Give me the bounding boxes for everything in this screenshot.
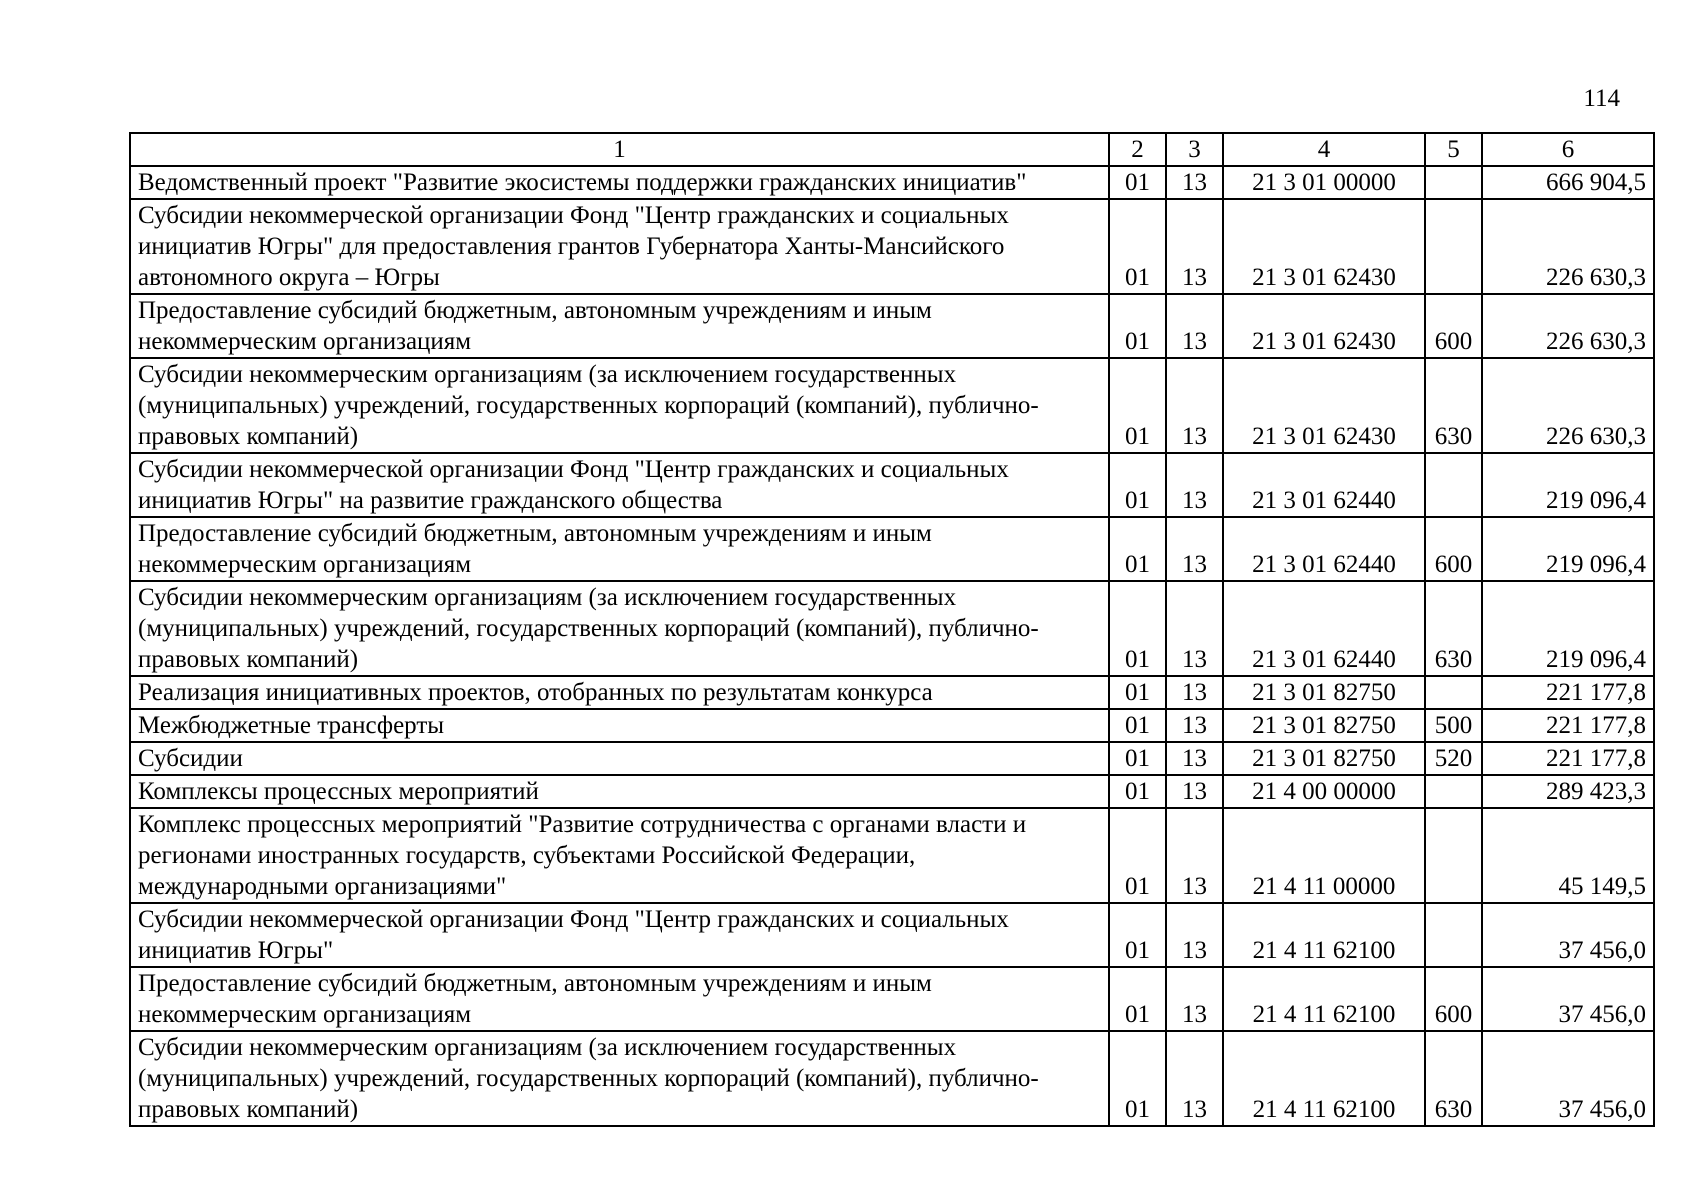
row-subsection: 13 — [1166, 294, 1223, 358]
table-row — [130, 166, 1654, 199]
row-expense-type: 600 — [1425, 294, 1482, 358]
row-target-code: 21 4 11 62100 — [1223, 1031, 1425, 1126]
row-subsection: 13 — [1166, 358, 1223, 453]
row-name: Комплексы процессных мероприятий — [130, 775, 1109, 808]
row-section: 01 — [1109, 517, 1166, 581]
row-expense-type: 600 — [1425, 517, 1482, 581]
row-target-code: 21 3 01 62430 — [1223, 294, 1425, 358]
table-row — [130, 676, 1654, 709]
row-amount: 666 904,5 — [1482, 166, 1654, 199]
row-name: Субсидии некоммерческой организации Фонд "Центр гражданских и социальных инициатив Югры" — [130, 903, 1109, 967]
table-row — [130, 1031, 1654, 1126]
row-amount: 221 177,8 — [1482, 676, 1654, 709]
table-row — [130, 199, 1654, 294]
row-subsection: 13 — [1166, 709, 1223, 742]
row-amount: 289 423,3 — [1482, 775, 1654, 808]
row-expense-type: 630 — [1425, 581, 1482, 676]
row-amount: 226 630,3 — [1482, 199, 1654, 294]
row-amount: 37 456,0 — [1482, 967, 1654, 1031]
row-expense-type: 630 — [1425, 358, 1482, 453]
table-row — [130, 517, 1654, 581]
row-expense-type: 600 — [1425, 967, 1482, 1031]
row-target-code: 21 4 11 00000 — [1223, 808, 1425, 903]
row-section: 01 — [1109, 294, 1166, 358]
row-target-code: 21 3 01 62440 — [1223, 581, 1425, 676]
row-target-code: 21 4 00 00000 — [1223, 775, 1425, 808]
row-section: 01 — [1109, 676, 1166, 709]
row-name: Субсидии некоммерческим организациям (за исключением государственных (муниципальных) учреждений, государственных корпораций (компаний), публично-правовых компаний) — [130, 1031, 1109, 1126]
row-expense-type: 500 — [1425, 709, 1482, 742]
row-name: Субсидии некоммерческим организациям (за исключением государственных (муниципальных) учреждений, государственных корпораций (компаний), публично-правовых компаний) — [130, 581, 1109, 676]
row-target-code: 21 4 11 62100 — [1223, 967, 1425, 1031]
row-section: 01 — [1109, 581, 1166, 676]
page-number: 114 — [1583, 85, 1620, 112]
row-subsection: 13 — [1166, 453, 1223, 517]
row-section: 01 — [1109, 1031, 1166, 1126]
row-subsection: 13 — [1166, 517, 1223, 581]
row-section: 01 — [1109, 775, 1166, 808]
row-subsection: 13 — [1166, 903, 1223, 967]
row-expense-type — [1425, 808, 1482, 903]
row-amount: 37 456,0 — [1482, 903, 1654, 967]
table-row — [130, 967, 1654, 1031]
row-expense-type — [1425, 775, 1482, 808]
row-amount: 226 630,3 — [1482, 358, 1654, 453]
row-subsection: 13 — [1166, 199, 1223, 294]
row-target-code: 21 3 01 62430 — [1223, 199, 1425, 294]
row-name: Предоставление субсидий бюджетным, автономным учреждениям и иным некоммерческим организациям — [130, 517, 1109, 581]
row-section: 01 — [1109, 453, 1166, 517]
row-target-code: 21 4 11 62100 — [1223, 903, 1425, 967]
table-row — [130, 709, 1654, 742]
row-name: Предоставление субсидий бюджетным, автономным учреждениям и иным некоммерческим организациям — [130, 294, 1109, 358]
column-header-1: 1 — [130, 133, 1109, 166]
row-subsection: 13 — [1166, 808, 1223, 903]
row-name: Комплекс процессных мероприятий "Развитие сотрудничества с органами власти и регионами иностранных государств, субъектами Российской Федерации, международными организациями" — [130, 808, 1109, 903]
row-amount: 219 096,4 — [1482, 453, 1654, 517]
column-header-4: 4 — [1223, 133, 1425, 166]
column-header-6: 6 — [1482, 133, 1654, 166]
header-row — [130, 133, 1654, 166]
table-row — [130, 581, 1654, 676]
row-section: 01 — [1109, 709, 1166, 742]
row-section: 01 — [1109, 199, 1166, 294]
row-subsection: 13 — [1166, 967, 1223, 1031]
row-expense-type: 630 — [1425, 1031, 1482, 1126]
row-section: 01 — [1109, 903, 1166, 967]
table-body — [130, 133, 1654, 1126]
row-amount: 219 096,4 — [1482, 517, 1654, 581]
table-row — [130, 453, 1654, 517]
row-name: Межбюджетные трансферты — [130, 709, 1109, 742]
row-subsection: 13 — [1166, 742, 1223, 775]
row-target-code: 21 3 01 62430 — [1223, 358, 1425, 453]
row-amount: 37 456,0 — [1482, 1031, 1654, 1126]
table-row — [130, 775, 1654, 808]
row-section: 01 — [1109, 166, 1166, 199]
row-section: 01 — [1109, 742, 1166, 775]
row-expense-type — [1425, 903, 1482, 967]
row-amount: 221 177,8 — [1482, 742, 1654, 775]
row-target-code: 21 3 01 82750 — [1223, 709, 1425, 742]
row-subsection: 13 — [1166, 1031, 1223, 1126]
table-row — [130, 358, 1654, 453]
row-subsection: 13 — [1166, 166, 1223, 199]
table-row — [130, 903, 1654, 967]
row-name: Ведомственный проект "Развитие экосистемы поддержки гражданских инициатив" — [130, 166, 1109, 199]
row-amount: 219 096,4 — [1482, 581, 1654, 676]
row-section: 01 — [1109, 358, 1166, 453]
column-header-2: 2 — [1109, 133, 1166, 166]
row-expense-type — [1425, 166, 1482, 199]
row-target-code: 21 3 01 00000 — [1223, 166, 1425, 199]
table-row — [130, 742, 1654, 775]
row-name: Субсидии некоммерческой организации Фонд "Центр гражданских и социальных инициатив Югры" на развитие гражданского общества — [130, 453, 1109, 517]
column-header-3: 3 — [1166, 133, 1223, 166]
row-amount: 226 630,3 — [1482, 294, 1654, 358]
row-target-code: 21 3 01 82750 — [1223, 742, 1425, 775]
column-header-5: 5 — [1425, 133, 1482, 166]
row-name: Субсидии некоммерческим организациям (за исключением государственных (муниципальных) учреждений, государственных корпораций (компаний), публично-правовых компаний) — [130, 358, 1109, 453]
row-expense-type — [1425, 676, 1482, 709]
row-target-code: 21 3 01 62440 — [1223, 453, 1425, 517]
row-name: Субсидии — [130, 742, 1109, 775]
row-section: 01 — [1109, 808, 1166, 903]
row-name: Реализация инициативных проектов, отобранных по результатам конкурса — [130, 676, 1109, 709]
row-expense-type — [1425, 199, 1482, 294]
row-amount: 45 149,5 — [1482, 808, 1654, 903]
budget-table — [129, 132, 1655, 1127]
row-expense-type: 520 — [1425, 742, 1482, 775]
row-name: Предоставление субсидий бюджетным, автономным учреждениям и иным некоммерческим организациям — [130, 967, 1109, 1031]
row-name: Субсидии некоммерческой организации Фонд "Центр гражданских и социальных инициатив Югры" для предоставления грантов Губернатора Ханты-Мансийского автономного округа – Югры — [130, 199, 1109, 294]
row-subsection: 13 — [1166, 581, 1223, 676]
row-target-code: 21 3 01 82750 — [1223, 676, 1425, 709]
row-subsection: 13 — [1166, 775, 1223, 808]
row-section: 01 — [1109, 967, 1166, 1031]
row-amount: 221 177,8 — [1482, 709, 1654, 742]
table-row — [130, 808, 1654, 903]
row-target-code: 21 3 01 62440 — [1223, 517, 1425, 581]
table-row — [130, 294, 1654, 358]
row-expense-type — [1425, 453, 1482, 517]
row-subsection: 13 — [1166, 676, 1223, 709]
